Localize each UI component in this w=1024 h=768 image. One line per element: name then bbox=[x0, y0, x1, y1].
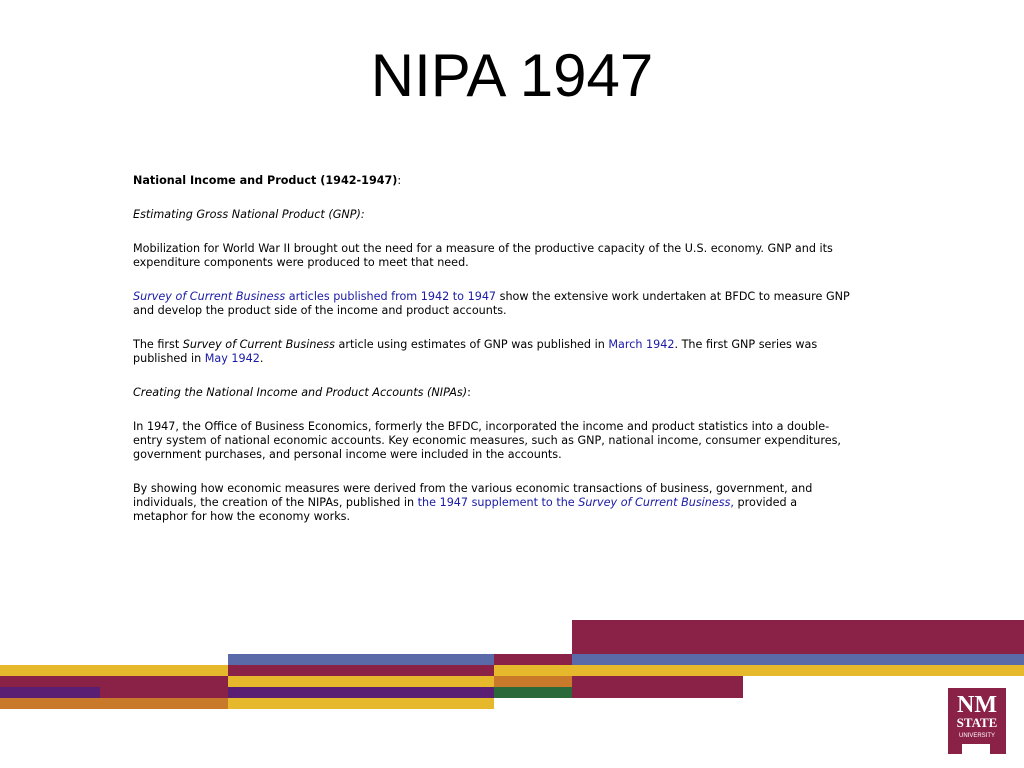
survey-articles-link-text[interactable]: articles published from 1942 to 1947 bbox=[285, 290, 497, 303]
metaphor-text-b: provided a metaphor for how the economy works. bbox=[133, 496, 798, 523]
bar-gold-2 bbox=[494, 665, 1024, 676]
1947-supplement-link[interactable] bbox=[418, 496, 734, 509]
logo-state-text: STATE bbox=[956, 715, 998, 730]
metaphor-text-a: By showing how economic measures were derived from the various economic transactions of business, government, and individuals, the creation of the NIPAs, published in bbox=[133, 482, 813, 509]
heading-text: National Income and Product (1942-1947) bbox=[133, 174, 398, 187]
logo-nm-text: NM bbox=[957, 692, 997, 718]
first-article-text-c: . The first GNP series was published in bbox=[133, 338, 818, 365]
bar-maroon-mid bbox=[494, 654, 572, 665]
section-heading bbox=[133, 174, 853, 188]
slide-title: NIPA 1947 bbox=[370, 42, 654, 109]
content-area bbox=[133, 174, 853, 544]
paragraph-metaphor bbox=[133, 482, 853, 524]
bar-maroon-4 bbox=[100, 687, 228, 698]
bar-maroon-2 bbox=[228, 665, 494, 676]
first-article-text-b: article using estimates of GNP was published in bbox=[334, 338, 609, 351]
bar-gold-5 bbox=[228, 698, 494, 709]
survey-articles-link-italic[interactable]: Survey of Current Business bbox=[133, 290, 286, 303]
logo-university-text: UNIVERSITY bbox=[958, 733, 996, 739]
subheading-gnp bbox=[133, 208, 853, 222]
subheading-gnp-text: Estimating Gross National Product (GNP): bbox=[133, 208, 365, 221]
bar-maroon-top bbox=[572, 620, 1024, 654]
supplement-link-italic[interactable]: Survey of Current Business bbox=[578, 496, 731, 509]
supplement-link-comma[interactable]: , bbox=[730, 496, 734, 509]
bar-blue-left bbox=[228, 654, 494, 665]
first-article-text-d: . bbox=[259, 352, 264, 365]
nmsu-logo bbox=[948, 688, 1006, 754]
survey-articles-rest: show the extensive work undertaken at BFDC to measure GNP and develop the product side of the income and product accounts. bbox=[133, 290, 850, 317]
supplement-link-text[interactable]: the 1947 supplement to the bbox=[417, 496, 579, 509]
paragraph-survey-articles bbox=[133, 290, 853, 318]
bar-blue-right bbox=[572, 654, 1024, 665]
bar-purple-4b bbox=[228, 687, 494, 698]
subheading-nipas-text: Creating the National Income and Product Accounts (NIPAs) bbox=[133, 386, 468, 399]
first-article-text-a: The first bbox=[133, 338, 183, 351]
bar-maroon-3 bbox=[0, 676, 228, 687]
bar-purple-4 bbox=[0, 687, 100, 698]
paragraph-first-article bbox=[133, 338, 853, 366]
heading-colon: : bbox=[397, 174, 402, 187]
bar-gold-1 bbox=[0, 665, 228, 676]
march-1942-link[interactable]: March 1942 bbox=[608, 338, 675, 351]
bar-green-4 bbox=[494, 687, 572, 698]
paragraph-1947-obe: In 1947, the Office of Business Economics, formerly the BFDC, incorporated the income and product statistics into a double-entry system of national economic accounts. Key economic measures, such as GNP, national income, consumer expenditures, government purchases, and personal income were included in the accounts. bbox=[133, 420, 841, 461]
bar-orange-3 bbox=[494, 676, 572, 687]
bar-gold-3 bbox=[228, 676, 494, 687]
subheading-nipas-colon: : bbox=[467, 386, 471, 399]
survey-articles-link[interactable] bbox=[133, 290, 496, 303]
bar-maroon-3b bbox=[572, 676, 743, 698]
subheading-nipas bbox=[133, 386, 853, 400]
may-1942-link[interactable]: May 1942 bbox=[204, 352, 260, 365]
paragraph-mobilization: Mobilization for World War II brought out the need for a measure of the productive capacity of the U.S. economy. GNP and its expenditure components were produced to meet that need. bbox=[133, 242, 833, 269]
first-article-italic: Survey of Current Business bbox=[182, 338, 335, 351]
bar-orange-5 bbox=[0, 698, 228, 709]
